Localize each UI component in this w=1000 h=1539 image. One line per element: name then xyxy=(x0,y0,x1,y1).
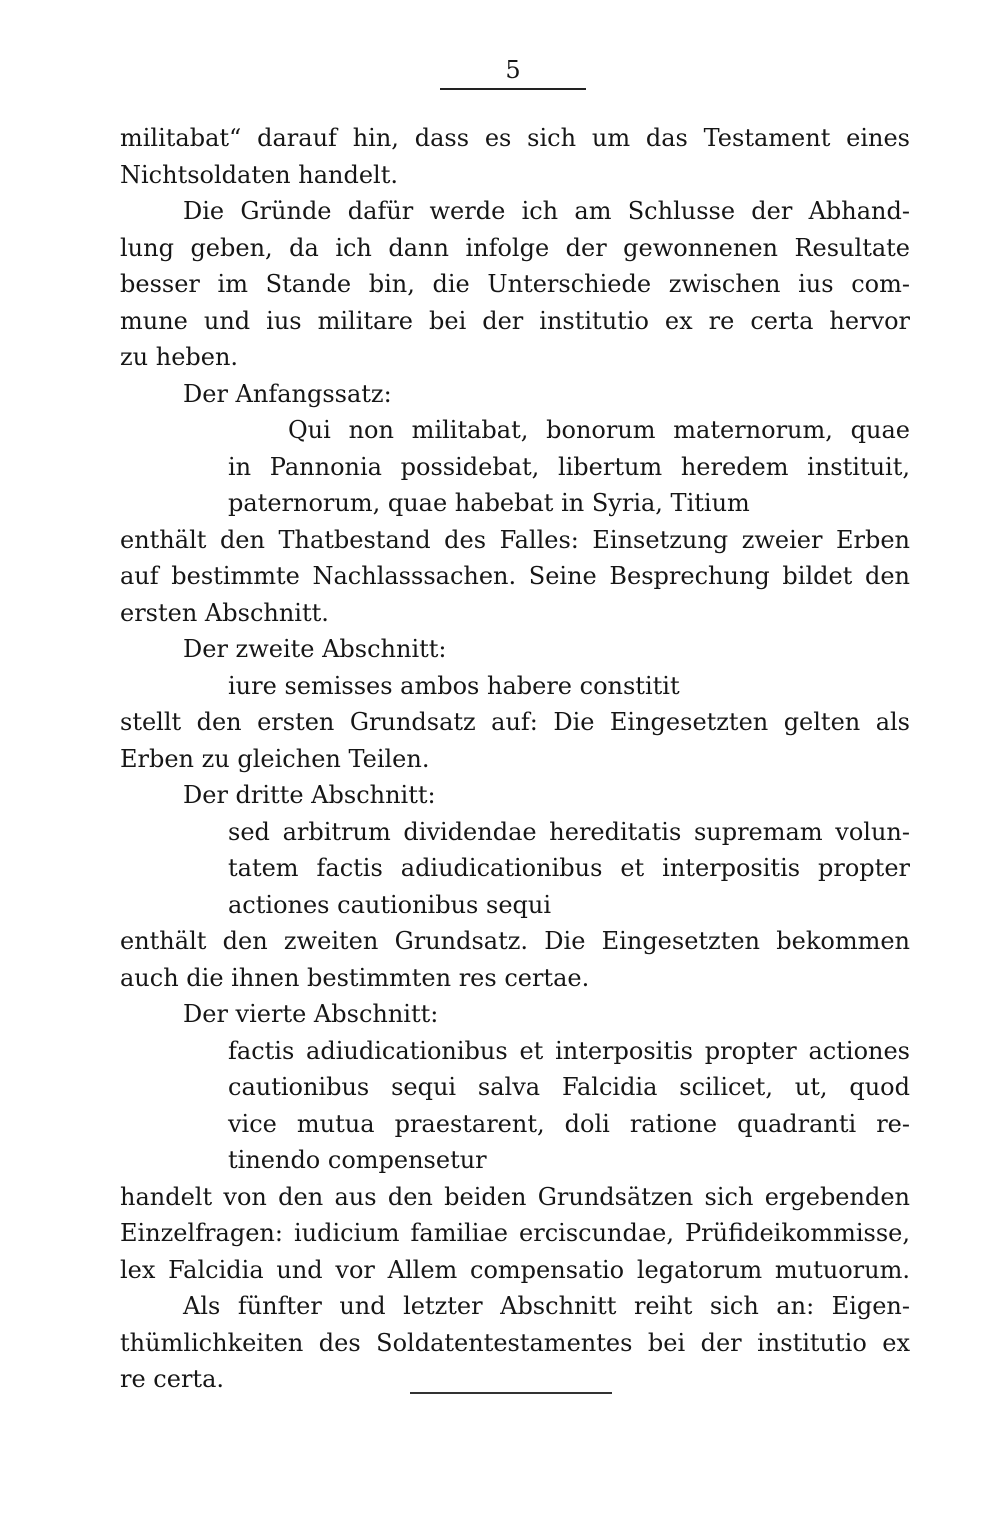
quote-line: sed arbitrum dividendae hereditatis supremam volun- xyxy=(228,817,910,846)
quote-line: factis adiudicationibus et interpositis propter actiones xyxy=(228,1036,910,1065)
quote-line: paternorum, quae habebat in Syria, Titium xyxy=(228,489,750,517)
text-line: Der zweite Abschnitt: xyxy=(183,635,447,663)
text-line: re certa. xyxy=(120,1365,225,1393)
quote-line: vice mutua praestarent, doli ratione quadranti re- xyxy=(228,1109,910,1138)
text-line: Der dritte Abschnitt: xyxy=(183,781,436,809)
text-line: stellt den ersten Grundsatz auf: Die Eingesetzten gelten als xyxy=(120,708,910,736)
text-line: zu heben. xyxy=(120,343,239,371)
header-rule xyxy=(440,88,586,90)
text-line: auch die ihnen bestimmten res certae. xyxy=(120,963,590,992)
text-line: Die Gründe dafür werde ich am Schlusse der Abhand- xyxy=(183,197,910,225)
text-line: Der Anfangssatz: xyxy=(183,379,392,408)
quote-line: cautionibus sequi salva Falcidia scilicet, ut, quod xyxy=(228,1073,910,1101)
quote-line: actiones cautionibus sequi xyxy=(228,890,552,919)
text-line: Nichtsoldaten handelt. xyxy=(120,160,399,189)
body-text xyxy=(120,120,910,1398)
text-line: Einzelfragen: iudicium familiae erciscundae, Prüfideikommisse, xyxy=(120,1219,910,1247)
text-line: handelt von den aus den beiden Grundsätzen sich ergebenden xyxy=(120,1182,910,1211)
text-line: Als fünfter und letzter Abschnitt reiht sich an: Eigen- xyxy=(183,1292,910,1320)
text-line: enthält den zweiten Grundsatz. Die Eingesetzten bekommen xyxy=(120,927,910,955)
quote-line: tinendo compensetur xyxy=(228,1146,487,1174)
text-line: besser im Stande bin, die Unterschiede zwischen ius com- xyxy=(120,270,910,298)
text-line: mune und ius militare bei der institutio ex re certa hervor xyxy=(120,306,910,335)
text-line: lung geben, da ich dann infolge der gewonnenen Resultate xyxy=(120,233,910,262)
text-line: militabat“ darauf hin, dass es sich um das Testament eines xyxy=(120,124,910,152)
text-line: enthält den Thatbestand des Falles: Einsetzung zweier Erben xyxy=(120,525,910,554)
quote-line: in Pannonia possidebat, libertum heredem instituit, xyxy=(228,452,910,481)
quote-line: iure semisses ambos habere constitit xyxy=(228,671,680,700)
text-line: auf bestimmte Nachlasssachen. Seine Besprechung bildet den xyxy=(120,562,910,590)
text-line: lex Falcidia und vor Allem compensatio legatorum mutuorum. xyxy=(120,1255,910,1284)
end-rule xyxy=(410,1392,612,1394)
quote-line: Qui non militabat, bonorum maternorum, quae xyxy=(288,416,910,444)
quote-line: tatem factis adiudicationibus et interpositis propter xyxy=(228,854,910,882)
text-line: thümlichkeiten des Soldatentestamentes bei der institutio ex xyxy=(120,1328,910,1357)
text-line: Der vierte Abschnitt: xyxy=(183,1000,439,1028)
text-line: ersten Abschnitt. xyxy=(120,598,329,627)
text-line: Erben zu gleichen Teilen. xyxy=(120,744,430,773)
page-number: 5 xyxy=(505,56,521,84)
